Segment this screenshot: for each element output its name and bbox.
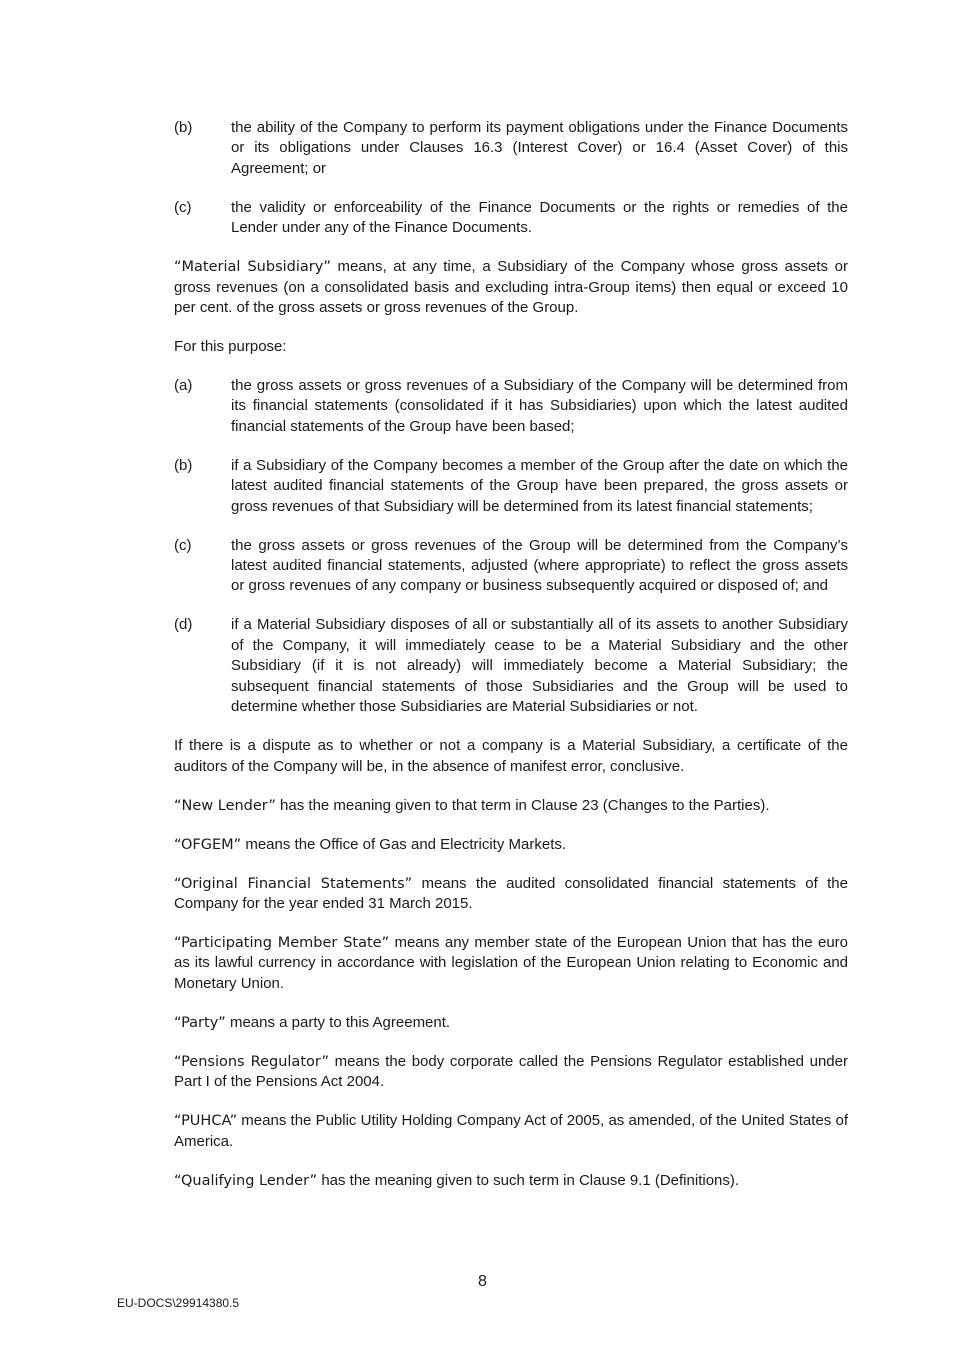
definition-party [174,1013,848,1033]
definition-text: means a party to this Agreement. [225,1013,451,1031]
purpose-text: if a Subsidiary of the Company becomes a member of the Group after the date on which the latest audited financial statements of the Group have been prepared, the gross assets or gross revenues of that Subsidiary will be determined from its latest financial statements; [231,456,848,515]
definition-material-subsidiary [174,257,848,318]
page-number: 8 [478,1273,487,1290]
clause-text: the validity or enforceability of the Finance Documents or the rights or remedies of the Lender under any of the Finance Documents. [231,198,848,237]
definition-pensions-regulator [174,1052,848,1093]
purpose-item-b [174,456,848,517]
purpose-label: (b) [174,456,193,474]
definition-qualifying-lender [174,1171,848,1191]
purpose-label: (c) [174,536,192,554]
definition-text: has the meaning given to that term in Clause 23 (Changes to the Parties). [275,796,770,814]
definition-term: “Qualifying Lender” [174,1172,318,1189]
clause-item-c [174,198,848,239]
clause-label: (b) [174,119,193,136]
definition-term: “New Lender” [174,797,276,814]
definition-text: means the Office of Gas and Electricity Markets. [241,835,567,853]
definition-text: means the body corporate called the Pensions Regulator established under Part I of the Pensions Act 2004. [174,1052,848,1091]
definition-term: “Original Financial Statements” [174,875,413,892]
definition-term: “Party” [174,1014,226,1031]
purpose-item-c [174,536,848,597]
purpose-item-d [174,615,848,717]
purpose-text: the gross assets or gross revenues of a Subsidiary of the Company will be determined from its financial statements (consolidated if it has Subsidiaries) upon which the latest audited financial statements of the Group have been based; [231,377,848,435]
definition-participating-member-state [174,933,848,994]
definition-puhca [174,1111,848,1152]
definition-text: means the audited consolidated financial statements of the Company for the year ended 31 March 2015. [174,874,848,912]
definition-ofgem [174,835,848,855]
definition-new-lender [174,796,848,816]
clause-label: (c) [174,198,192,216]
purpose-label: (d) [174,616,193,634]
definition-term: “Participating Member State” [174,934,390,951]
clause-item-b [174,118,848,179]
purpose-label: (a) [174,377,193,395]
document-reference: EU-DOCS\29914380.5 [117,1296,240,1310]
for-this-purpose: For this purpose: [174,338,287,356]
purpose-text: the gross assets or gross revenues of the Group will be determined from the Company’s latest audited financial statements, adjusted (where appropriate) to reflect the gross assets or gross revenues of any company or business subsequently acquired or disposed of; and [231,536,848,595]
definition-term: “Material Subsidiary” [174,259,331,276]
purpose-text: if a Material Subsidiary disposes of all or substantially all of its assets to another Subsidiary of the Company, it will immediately cease to be a Material Subsidiary and the other Subsidiary (if it is not already) will immediately become a Material Subsidiary; the subsequent financial statements of those Subsidiaries and the Group will be used to determine whether those Subsidiaries are Material Subsidiaries or not. [231,616,848,716]
definition-term: “OFGEM” [174,836,242,853]
definition-original-financial-statements [174,874,848,915]
definition-text: means any member state of the European Union that has the euro as its lawful currency in accordance with legislation of the European Union relating to Economic and Monetary Union. [174,933,849,992]
clause-text: the ability of the Company to perform its payment obligations under the Finance Documents or its obligations under Clauses 16.3 (Interest Cover) or 16.4 (Asset Cover) of this Agreement; or [231,119,848,177]
dispute-paragraph: If there is a dispute as to whether or not a company is a Material Subsidiary, a certificate of the auditors of the Company will be, in the absence of manifest error, conclusive. [174,737,848,775]
definition-text: means the Public Utility Holding Company Act of 2005, as amended, of the United States of America. [174,1112,848,1150]
document-body [174,118,848,1210]
purpose-item-a [174,376,848,437]
definition-term: “Pensions Regulator” [174,1053,329,1070]
definition-text: has the meaning given to such term in Clause 9.1 (Definitions). [317,1171,740,1189]
definition-term: “PUHCA” [174,1113,238,1130]
definition-text: means, at any time, a Subsidiary of the Company whose gross assets or gross revenues (on a consolidated basis and excluding intra-Group items) then equal or exceed 10 per cent. of the gross assets or gross revenues of the Group. [174,258,848,317]
